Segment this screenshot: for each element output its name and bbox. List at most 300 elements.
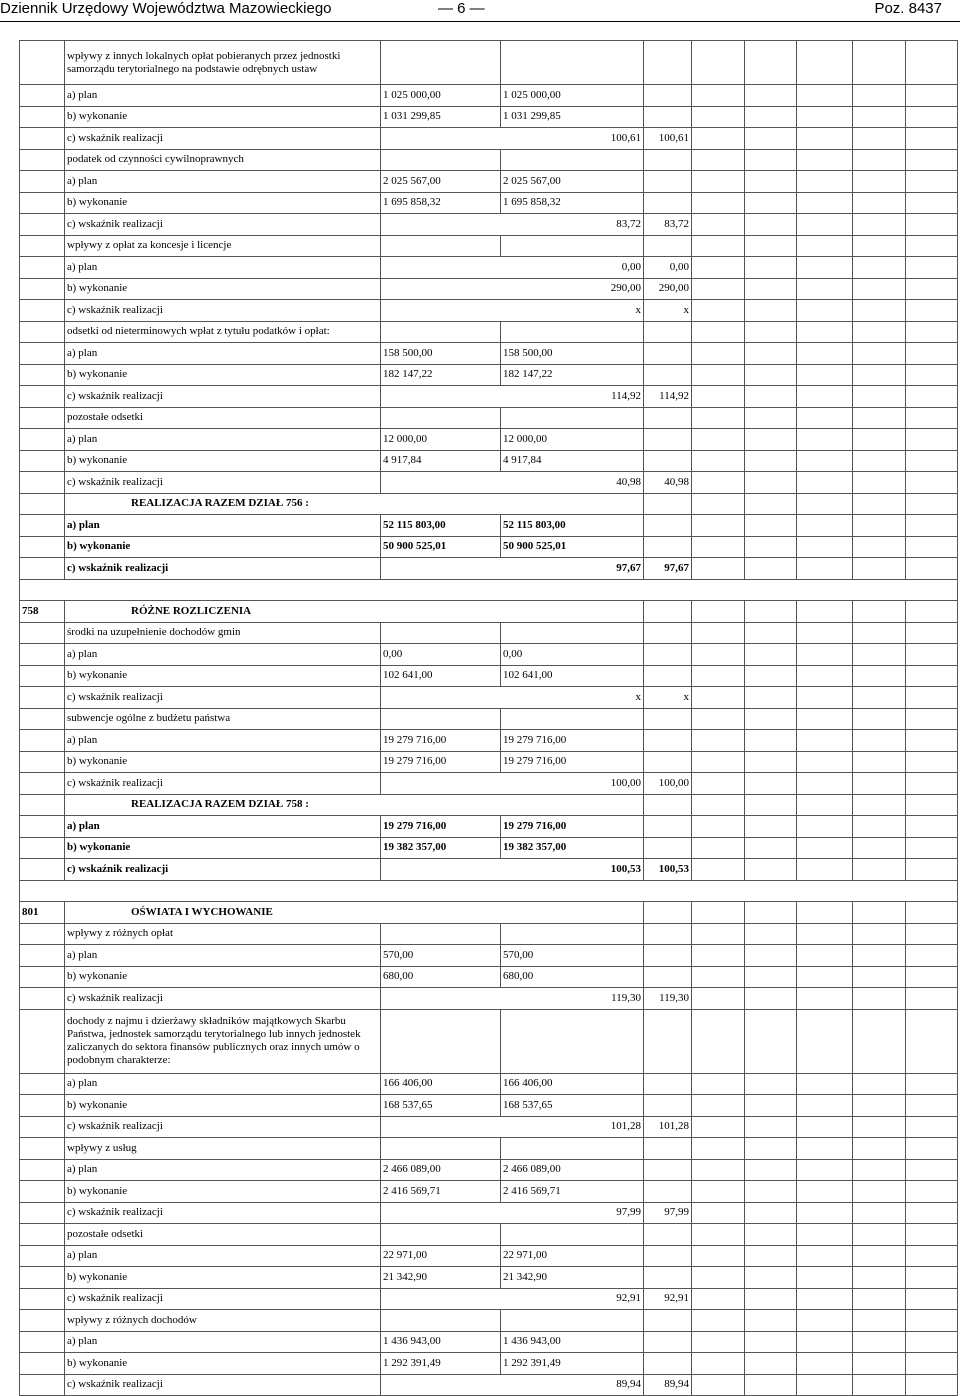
empty-cell: [745, 945, 797, 967]
empty-cell: [692, 773, 745, 795]
value-a: 92,91: [381, 1288, 644, 1310]
code-cell: [20, 41, 65, 85]
code-cell: [20, 1202, 65, 1224]
empty-cell: [797, 1095, 853, 1117]
empty-cell: [644, 601, 692, 623]
value-row: [20, 1202, 958, 1224]
value-a: 83,72: [381, 214, 644, 236]
code-cell: [20, 1245, 65, 1267]
empty-cell: [797, 364, 853, 386]
code-cell: [20, 859, 65, 881]
row-label: a) plan: [65, 816, 381, 838]
empty-cell: [853, 1224, 906, 1246]
empty-cell: [692, 257, 745, 279]
item-heading-row: [20, 321, 958, 343]
empty-cell: [692, 1138, 745, 1160]
value-b: 100,00: [644, 773, 692, 795]
empty-cell: [501, 149, 644, 171]
row-label: c) wskaźnik realizacji: [65, 214, 381, 236]
row-label: c) wskaźnik realizacji: [65, 472, 381, 494]
row-label: a) plan: [65, 171, 381, 193]
empty-cell: [644, 429, 692, 451]
empty-cell: [692, 214, 745, 236]
empty-cell: [853, 472, 906, 494]
realized-value: 2 416 569,71: [501, 1181, 644, 1203]
code-cell: [20, 773, 65, 795]
empty-cell: [644, 945, 692, 967]
empty-cell: [644, 816, 692, 838]
empty-cell: [644, 1245, 692, 1267]
empty-cell: [853, 966, 906, 988]
row-label: b) wykonanie: [65, 278, 381, 300]
empty-cell: [853, 902, 906, 924]
empty-cell: [853, 407, 906, 429]
empty-cell: [906, 558, 958, 580]
empty-cell: [906, 1310, 958, 1332]
empty-cell: [745, 343, 797, 365]
planned-value: 19 279 716,00: [381, 751, 501, 773]
planned-value: 4 917,84: [381, 450, 501, 472]
empty-cell: [853, 41, 906, 85]
code-cell: [20, 751, 65, 773]
empty-cell: [692, 622, 745, 644]
empty-cell: [853, 106, 906, 128]
empty-cell: [853, 1009, 906, 1073]
value-row: [20, 192, 958, 214]
row-label: a) plan: [65, 257, 381, 279]
value-row: [20, 536, 958, 558]
code-cell: [20, 1267, 65, 1289]
row-label: a) plan: [65, 1245, 381, 1267]
empty-cell: [853, 1095, 906, 1117]
empty-cell: [906, 1095, 958, 1117]
planned-value: 12 000,00: [381, 429, 501, 451]
value-a: x: [381, 300, 644, 322]
empty-cell: [644, 1267, 692, 1289]
row-label: a) plan: [65, 1331, 381, 1353]
value-row: [20, 1288, 958, 1310]
planned-value: 168 537,65: [381, 1095, 501, 1117]
code-cell: [20, 1181, 65, 1203]
planned-value: 50 900 525,01: [381, 536, 501, 558]
empty-cell: [745, 1353, 797, 1375]
planned-value: 680,00: [381, 966, 501, 988]
row-label: c) wskaźnik realizacji: [65, 1288, 381, 1310]
empty-cell: [797, 515, 853, 537]
empty-cell: [644, 149, 692, 171]
code-cell: [20, 1374, 65, 1396]
row-label: a) plan: [65, 515, 381, 537]
empty-cell: [692, 644, 745, 666]
planned-value: 22 971,00: [381, 1245, 501, 1267]
empty-cell: [692, 902, 745, 924]
empty-cell: [501, 622, 644, 644]
value-a: 100,61: [381, 128, 644, 150]
empty-cell: [692, 128, 745, 150]
empty-cell: [853, 665, 906, 687]
empty-cell: [906, 622, 958, 644]
value-row: [20, 278, 958, 300]
empty-cell: [797, 1202, 853, 1224]
empty-cell: [644, 343, 692, 365]
code-cell: [20, 708, 65, 730]
empty-cell: [906, 214, 958, 236]
value-row: [20, 300, 958, 322]
spacer-cell: [20, 579, 958, 601]
code-cell: [20, 106, 65, 128]
code-cell: [20, 407, 65, 429]
empty-cell: [501, 41, 644, 85]
empty-cell: [644, 665, 692, 687]
realized-value: 1 695 858,32: [501, 192, 644, 214]
item-label: subwencje ogólne z budżetu państwa: [65, 708, 381, 730]
section-header-row: [20, 601, 958, 623]
empty-cell: [745, 321, 797, 343]
section-title: OŚWIATA I WYCHOWANIE: [65, 902, 644, 924]
empty-cell: [692, 515, 745, 537]
empty-cell: [906, 278, 958, 300]
empty-cell: [797, 837, 853, 859]
code-cell: [20, 1009, 65, 1073]
empty-cell: [692, 364, 745, 386]
empty-cell: [853, 794, 906, 816]
empty-cell: [745, 923, 797, 945]
value-row: [20, 751, 958, 773]
empty-cell: [745, 149, 797, 171]
empty-cell: [692, 558, 745, 580]
empty-cell: [692, 429, 745, 451]
empty-cell: [745, 1138, 797, 1160]
empty-cell: [906, 407, 958, 429]
value-row: [20, 945, 958, 967]
empty-cell: [906, 945, 958, 967]
empty-cell: [797, 794, 853, 816]
row-label: c) wskaźnik realizacji: [65, 558, 381, 580]
planned-value: 2 025 567,00: [381, 171, 501, 193]
value-row: [20, 106, 958, 128]
empty-cell: [797, 1245, 853, 1267]
empty-cell: [745, 515, 797, 537]
empty-cell: [501, 235, 644, 257]
empty-cell: [692, 1095, 745, 1117]
empty-cell: [501, 407, 644, 429]
empty-cell: [906, 472, 958, 494]
value-row: [20, 1159, 958, 1181]
empty-cell: [381, 41, 501, 85]
empty-cell: [853, 751, 906, 773]
empty-cell: [906, 300, 958, 322]
value-b: 40,98: [644, 472, 692, 494]
item-heading-row: [20, 622, 958, 644]
empty-cell: [644, 644, 692, 666]
empty-cell: [381, 708, 501, 730]
empty-cell: [644, 622, 692, 644]
code-cell: [20, 687, 65, 709]
empty-cell: [745, 1267, 797, 1289]
empty-cell: [644, 321, 692, 343]
value-row: [20, 644, 958, 666]
empty-cell: [692, 1202, 745, 1224]
value-row: [20, 558, 958, 580]
empty-cell: [797, 644, 853, 666]
planned-value: 158 500,00: [381, 343, 501, 365]
empty-cell: [692, 1331, 745, 1353]
code-cell: [20, 536, 65, 558]
empty-cell: [906, 1331, 958, 1353]
empty-cell: [797, 85, 853, 107]
empty-cell: [853, 687, 906, 709]
code-cell: [20, 558, 65, 580]
empty-cell: [745, 1202, 797, 1224]
empty-cell: [692, 300, 745, 322]
value-a: 100,00: [381, 773, 644, 795]
empty-cell: [644, 1138, 692, 1160]
section-code: 758: [20, 601, 65, 623]
empty-cell: [745, 751, 797, 773]
empty-cell: [797, 278, 853, 300]
empty-cell: [692, 988, 745, 1010]
empty-cell: [797, 1138, 853, 1160]
section-total-label: REALIZACJA RAZEM DZIAŁ 758 :: [65, 794, 644, 816]
empty-cell: [853, 321, 906, 343]
empty-cell: [906, 708, 958, 730]
section-title: RÓŻNE ROZLICZENIA: [65, 601, 644, 623]
empty-cell: [745, 1224, 797, 1246]
empty-cell: [644, 1095, 692, 1117]
empty-cell: [797, 106, 853, 128]
row-label: a) plan: [65, 343, 381, 365]
code-cell: [20, 1095, 65, 1117]
empty-cell: [906, 1353, 958, 1375]
page-header: [0, 0, 960, 20]
empty-cell: [906, 1159, 958, 1181]
empty-cell: [745, 235, 797, 257]
empty-cell: [853, 773, 906, 795]
empty-cell: [906, 235, 958, 257]
empty-cell: [692, 1374, 745, 1396]
empty-cell: [853, 1181, 906, 1203]
empty-cell: [797, 622, 853, 644]
row-label: b) wykonanie: [65, 1095, 381, 1117]
empty-cell: [501, 1224, 644, 1246]
empty-cell: [853, 837, 906, 859]
code-cell: [20, 1288, 65, 1310]
empty-cell: [745, 1288, 797, 1310]
empty-cell: [644, 85, 692, 107]
planned-value: 1 031 299,85: [381, 106, 501, 128]
empty-cell: [906, 493, 958, 515]
row-label: b) wykonanie: [65, 1353, 381, 1375]
item-heading-row: [20, 923, 958, 945]
empty-cell: [644, 1353, 692, 1375]
empty-cell: [644, 450, 692, 472]
empty-cell: [853, 536, 906, 558]
empty-cell: [906, 450, 958, 472]
planned-value: 1 025 000,00: [381, 85, 501, 107]
item-heading-row: [20, 41, 958, 85]
empty-cell: [906, 1202, 958, 1224]
empty-cell: [853, 85, 906, 107]
item-heading-row: [20, 235, 958, 257]
row-label: b) wykonanie: [65, 192, 381, 214]
item-heading-row: [20, 708, 958, 730]
value-row: [20, 730, 958, 752]
realized-value: 19 382 357,00: [501, 837, 644, 859]
empty-cell: [797, 859, 853, 881]
empty-cell: [745, 816, 797, 838]
item-label: środki na uzupełnienie dochodów gmin: [65, 622, 381, 644]
realized-value: 166 406,00: [501, 1073, 644, 1095]
value-b: 89,94: [644, 1374, 692, 1396]
empty-cell: [745, 601, 797, 623]
realized-value: 19 279 716,00: [501, 751, 644, 773]
code-cell: [20, 1116, 65, 1138]
empty-cell: [644, 106, 692, 128]
empty-cell: [745, 278, 797, 300]
item-label: wpływy z różnych opłat: [65, 923, 381, 945]
row-label: c) wskaźnik realizacji: [65, 1374, 381, 1396]
value-row: [20, 171, 958, 193]
empty-cell: [797, 1374, 853, 1396]
empty-cell: [644, 41, 692, 85]
item-heading-row: [20, 1310, 958, 1332]
empty-cell: [692, 730, 745, 752]
realized-value: 4 917,84: [501, 450, 644, 472]
empty-cell: [906, 128, 958, 150]
empty-cell: [501, 1138, 644, 1160]
row-label: b) wykonanie: [65, 837, 381, 859]
empty-cell: [381, 235, 501, 257]
empty-cell: [692, 859, 745, 881]
code-cell: [20, 665, 65, 687]
value-a: 119,30: [381, 988, 644, 1010]
empty-cell: [692, 1073, 745, 1095]
planned-value: 182 147,22: [381, 364, 501, 386]
empty-cell: [745, 730, 797, 752]
empty-cell: [906, 257, 958, 279]
empty-cell: [853, 859, 906, 881]
empty-cell: [853, 300, 906, 322]
empty-cell: [853, 1202, 906, 1224]
empty-cell: [797, 730, 853, 752]
empty-cell: [745, 1095, 797, 1117]
empty-cell: [644, 407, 692, 429]
page-number: — 6 —: [438, 0, 485, 17]
row-label: b) wykonanie: [65, 751, 381, 773]
empty-cell: [644, 837, 692, 859]
empty-cell: [906, 1138, 958, 1160]
budget-table: [19, 40, 958, 1396]
empty-cell: [853, 235, 906, 257]
value-a: 290,00: [381, 278, 644, 300]
empty-cell: [381, 1009, 501, 1073]
empty-cell: [797, 665, 853, 687]
empty-cell: [644, 966, 692, 988]
value-b: 92,91: [644, 1288, 692, 1310]
value-a: 101,28: [381, 1116, 644, 1138]
empty-cell: [906, 429, 958, 451]
value-b: 97,67: [644, 558, 692, 580]
empty-cell: [692, 966, 745, 988]
realized-value: 1 436 943,00: [501, 1331, 644, 1353]
empty-cell: [692, 665, 745, 687]
value-b: 100,53: [644, 859, 692, 881]
empty-cell: [692, 1245, 745, 1267]
empty-cell: [745, 214, 797, 236]
empty-cell: [692, 1288, 745, 1310]
planned-value: 21 342,90: [381, 1267, 501, 1289]
value-b: 290,00: [644, 278, 692, 300]
empty-cell: [906, 773, 958, 795]
empty-cell: [797, 816, 853, 838]
empty-cell: [692, 171, 745, 193]
empty-cell: [853, 278, 906, 300]
empty-cell: [853, 515, 906, 537]
value-row: [20, 1245, 958, 1267]
empty-cell: [745, 644, 797, 666]
empty-cell: [692, 794, 745, 816]
code-cell: [20, 1331, 65, 1353]
value-a: x: [381, 687, 644, 709]
empty-cell: [501, 1310, 644, 1332]
realized-value: 1 031 299,85: [501, 106, 644, 128]
empty-cell: [745, 1245, 797, 1267]
empty-cell: [797, 1009, 853, 1073]
empty-cell: [906, 1181, 958, 1203]
code-cell: [20, 278, 65, 300]
empty-cell: [797, 687, 853, 709]
code-cell: [20, 923, 65, 945]
empty-cell: [644, 1181, 692, 1203]
row-label: c) wskaźnik realizacji: [65, 988, 381, 1010]
value-a: 0,00: [381, 257, 644, 279]
empty-cell: [745, 364, 797, 386]
empty-cell: [906, 1288, 958, 1310]
empty-cell: [644, 1224, 692, 1246]
empty-cell: [745, 859, 797, 881]
planned-value: 19 279 716,00: [381, 730, 501, 752]
empty-cell: [797, 214, 853, 236]
empty-cell: [853, 1374, 906, 1396]
empty-cell: [745, 902, 797, 924]
code-cell: [20, 257, 65, 279]
empty-cell: [745, 429, 797, 451]
value-row: [20, 386, 958, 408]
empty-cell: [644, 1009, 692, 1073]
empty-cell: [906, 1374, 958, 1396]
spacer-row: [20, 579, 958, 601]
empty-cell: [906, 988, 958, 1010]
empty-cell: [745, 407, 797, 429]
empty-cell: [797, 257, 853, 279]
value-row: [20, 837, 958, 859]
code-cell: [20, 816, 65, 838]
empty-cell: [853, 343, 906, 365]
empty-cell: [853, 558, 906, 580]
realized-value: 0,00: [501, 644, 644, 666]
empty-cell: [692, 493, 745, 515]
empty-cell: [853, 644, 906, 666]
value-row: [20, 1181, 958, 1203]
empty-cell: [853, 493, 906, 515]
empty-cell: [853, 1288, 906, 1310]
empty-cell: [797, 321, 853, 343]
empty-cell: [381, 407, 501, 429]
empty-cell: [797, 429, 853, 451]
item-label: wpływy z usług: [65, 1138, 381, 1160]
empty-cell: [692, 192, 745, 214]
realized-value: 168 537,65: [501, 1095, 644, 1117]
